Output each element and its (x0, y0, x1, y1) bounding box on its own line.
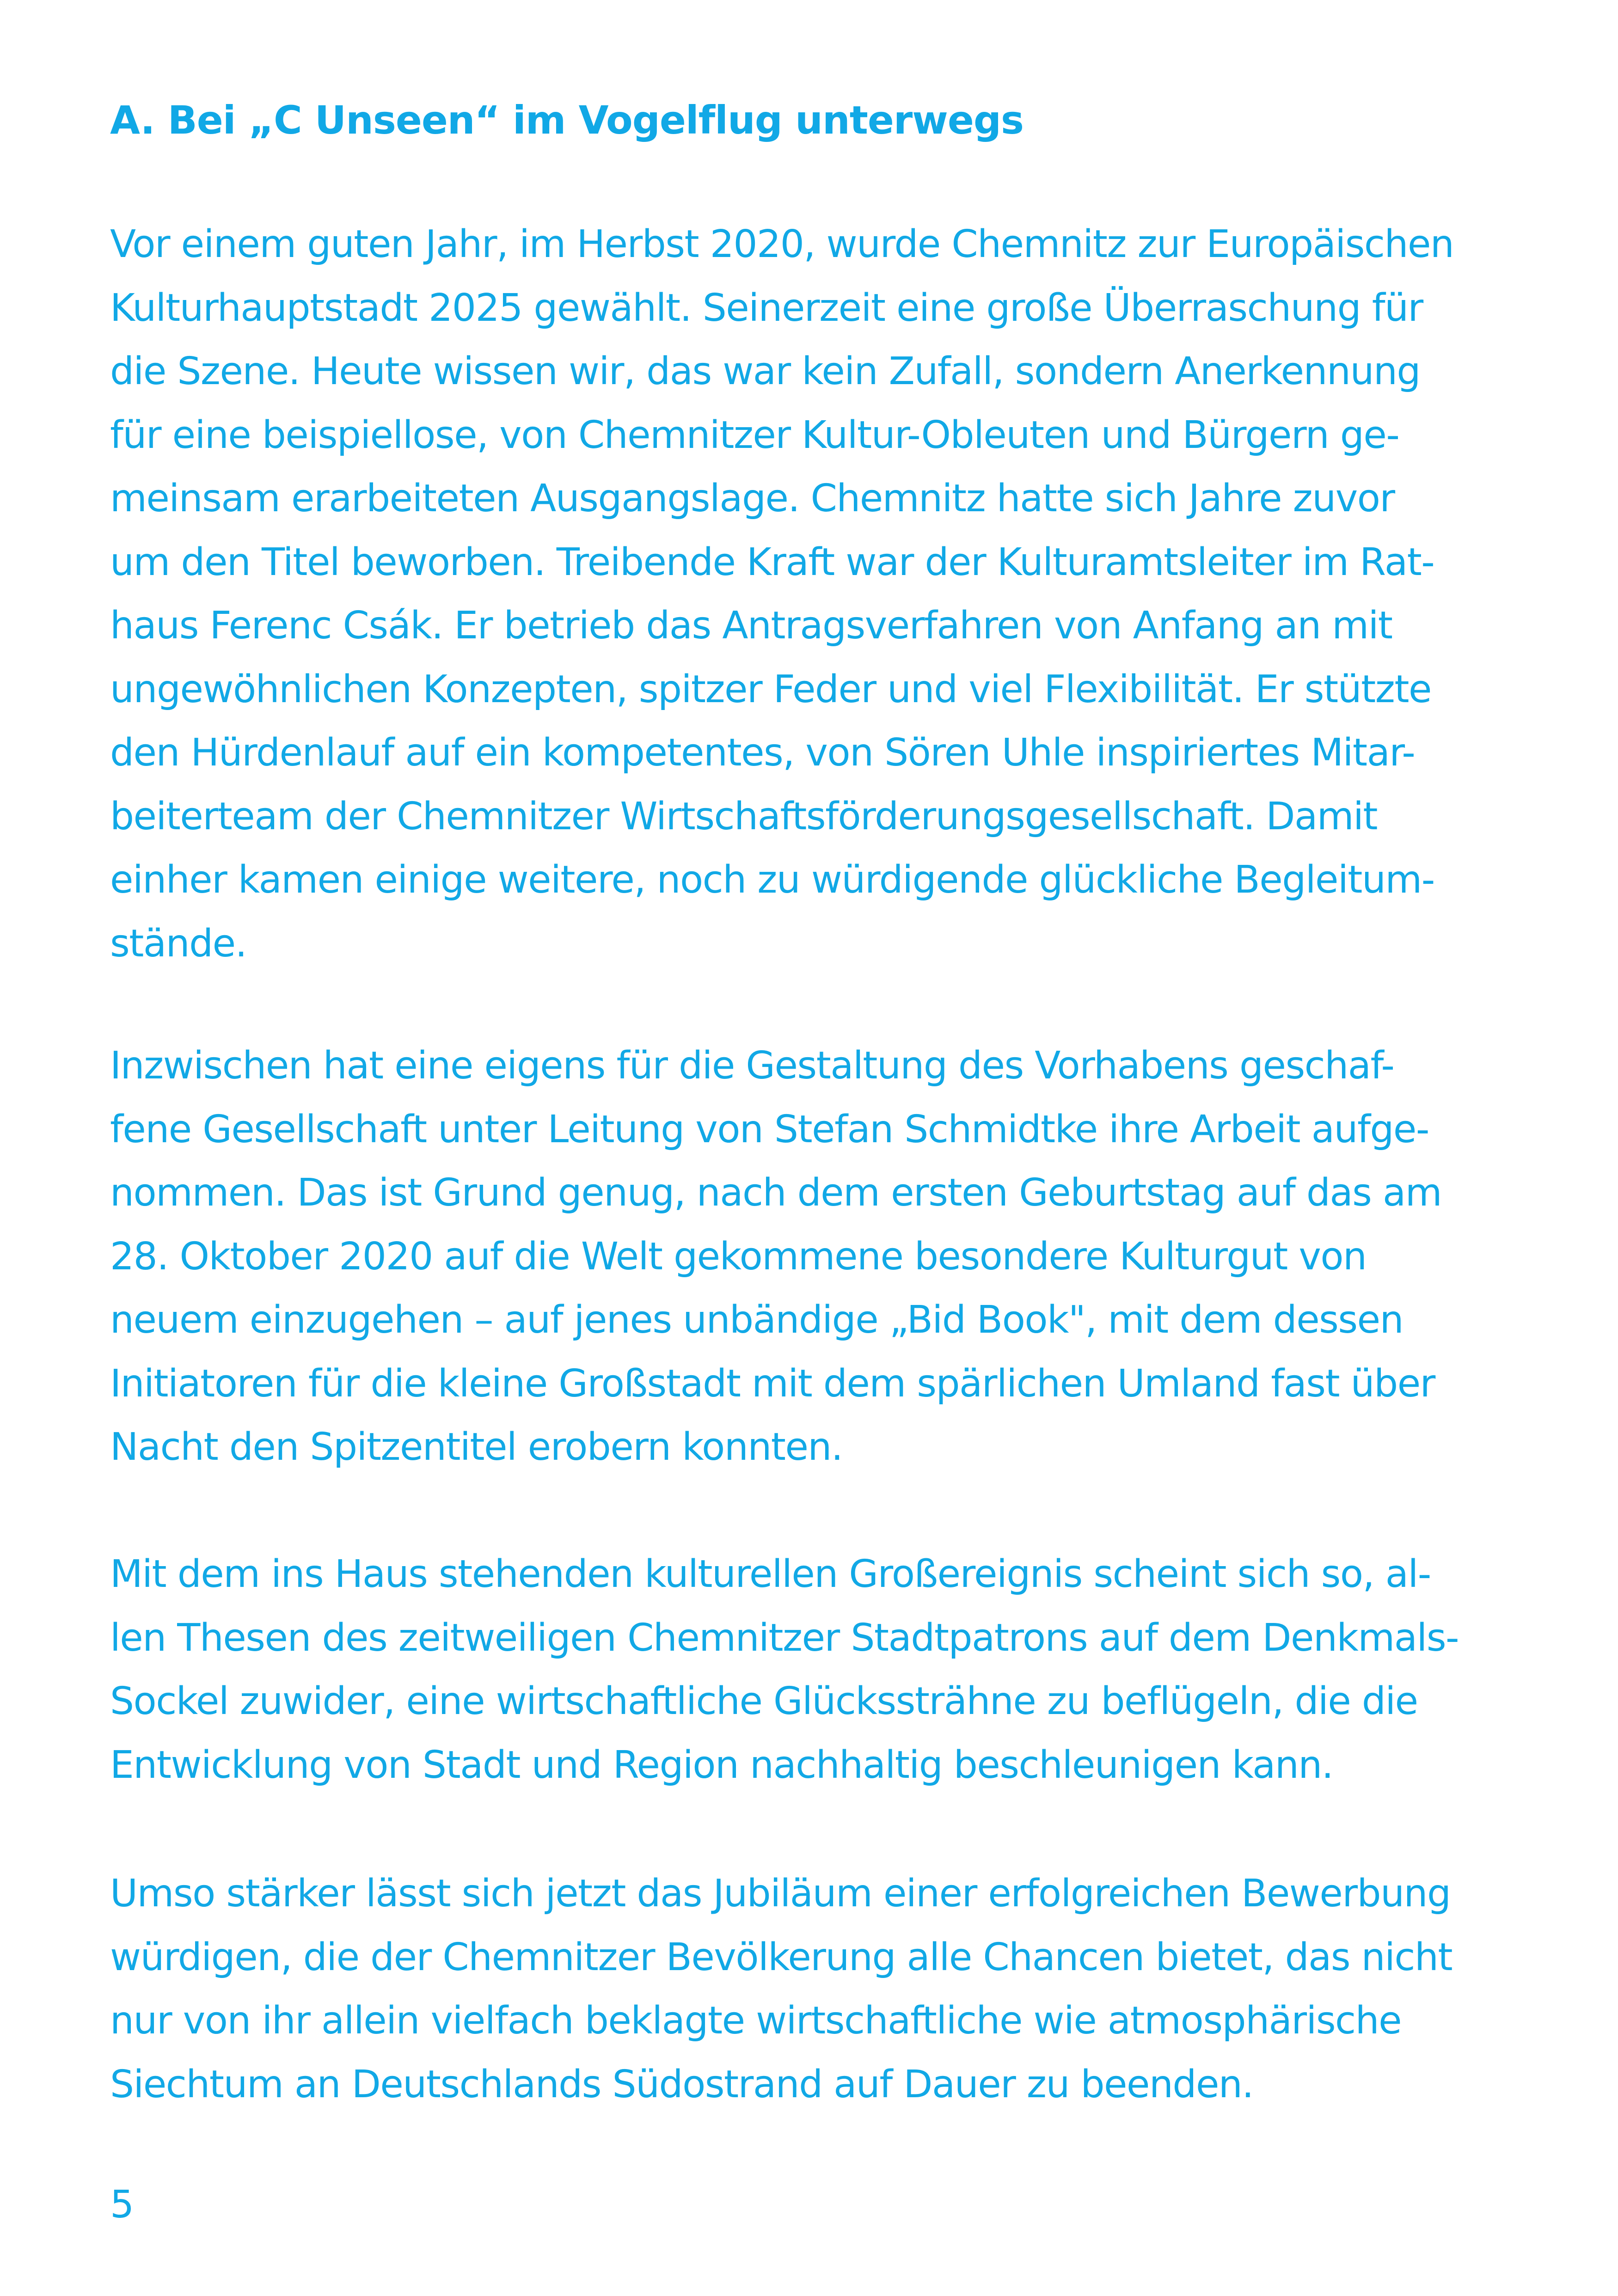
paragraph-line: Umso stärker lässt sich jetzt das Jubiläum einer erfolgreichen Bewerbung (110, 1872, 1451, 1916)
paragraph-line: Siechtum an Deutschlands Südostrand auf Dauer zu beenden. (110, 2062, 1253, 2106)
paragraph-3 (110, 1543, 1506, 1797)
paragraph-line: Kulturhauptstadt 2025 gewählt. Seinerzeit eine große Überraschung für (110, 286, 1423, 330)
paragraph-4 (110, 1862, 1506, 2116)
paragraph-line: um den Titel beworben. Treibende Kraft war der Kulturamtsleiter im Rat- (110, 540, 1434, 584)
paragraph-line: haus Ferenc Csák. Er betrieb das Antragsverfahren von Anfang an mit (110, 604, 1392, 648)
paragraph-line: meinsam erarbeiteten Ausgangslage. Chemnitz hatte sich Jahre zuvor (110, 477, 1395, 520)
paragraph-line: Inzwischen hat eine eigens für die Gestaltung des Vorhabens geschaf- (110, 1044, 1394, 1088)
paragraph-line: für eine beispiellose, von Chemnitzer Kultur-Obleuten und Bürgern ge- (110, 413, 1399, 457)
paragraph-2 (110, 1034, 1506, 1479)
paragraph-line: 28. Oktober 2020 auf die Welt gekommene besondere Kulturgut von (110, 1234, 1367, 1279)
paragraph-line: würdigen, die der Chemnitzer Bevölkerung alle Chancen bietet, das nicht (110, 1935, 1453, 1979)
paragraph-line: beiterteam der Chemnitzer Wirtschaftsförderungsgesellschaft. Damit (110, 794, 1378, 839)
paragraph-line: Nacht den Spitzentitel erobern konnten. (110, 1425, 843, 1469)
paragraph-line: die Szene. Heute wissen wir, das war kein Zufall, sondern Anerkennung (110, 349, 1420, 393)
paragraph-line: fene Gesellschaft unter Leitung von Stefan Schmidtke ihre Arbeit aufge- (110, 1107, 1429, 1151)
paragraph-line: len Thesen des zeitweiligen Chemnitzer Stadtpatrons auf dem Denkmals- (110, 1616, 1459, 1660)
paragraph-line: Initiatoren für die kleine Großstadt mit dem spärlichen Umland fast über (110, 1361, 1435, 1406)
paragraph-line: nur von ihr allein vielfach beklagte wirtschaftliche wie atmosphärische (110, 1999, 1402, 2043)
paragraph-line: einher kamen einige weitere, noch zu würdigende glückliche Begleitum- (110, 858, 1434, 902)
paragraph-line: stände. (110, 921, 247, 966)
paragraph-line: Sockel zuwider, eine wirtschaftliche Glückssträhne zu beflügeln, die die (110, 1679, 1418, 1723)
page-number: 5 (110, 2183, 135, 2227)
section-heading: A. Bei „C Unseen“ im Vogelflug unterwegs (110, 98, 1024, 143)
paragraph-line: ungewöhnlichen Konzepten, spitzer Feder und viel Flexibilität. Er stützte (110, 667, 1431, 711)
paragraph-line: nommen. Das ist Grund genug, nach dem ersten Geburtstag auf das am (110, 1171, 1442, 1215)
paragraph-1 (110, 213, 1506, 975)
paragraph-line: Entwicklung von Stadt und Region nachhaltig beschleunigen kann. (110, 1743, 1333, 1787)
paragraph-line: neuem einzugehen – auf jenes unbändige „Bid Book", mit dem dessen (110, 1298, 1403, 1342)
paragraph-line: Mit dem ins Haus stehenden kulturellen Großereignis scheint sich so, al- (110, 1552, 1431, 1596)
paragraph-line: Vor einem guten Jahr, im Herbst 2020, wurde Chemnitz zur Europäischen (110, 222, 1454, 266)
paragraph-line: den Hürdenlauf auf ein kompetentes, von Sören Uhle inspiriertes Mitar- (110, 731, 1415, 775)
